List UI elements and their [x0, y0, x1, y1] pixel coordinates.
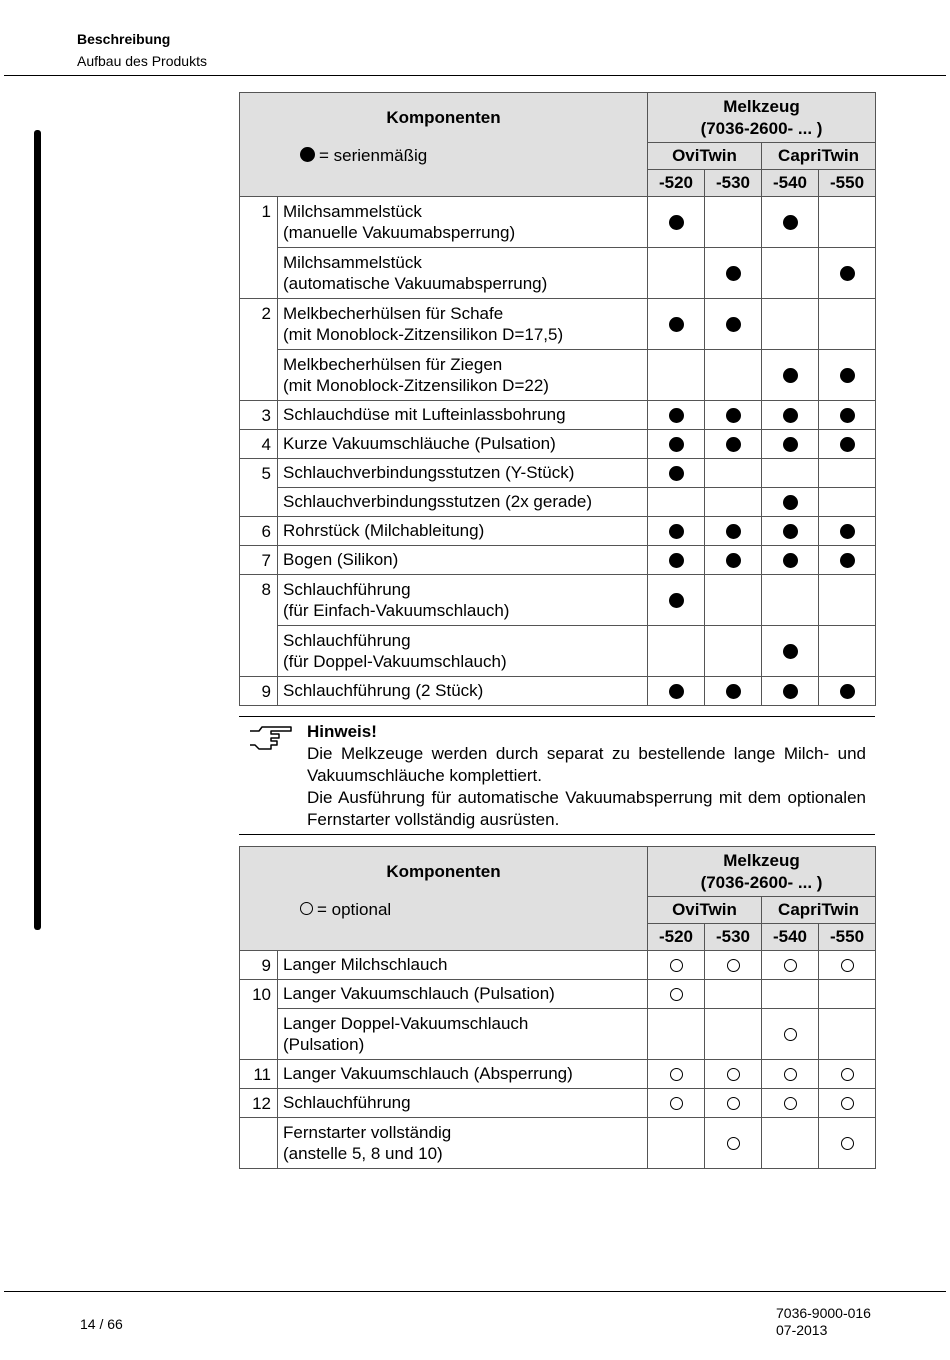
row-description: Schlauchdüse mit Lufteinlassbohrung — [278, 401, 648, 430]
optional-circle-icon — [727, 1137, 740, 1150]
row-number: 2 — [240, 299, 278, 350]
row-description: Schlauchverbindungsstutzen (2x gerade) — [278, 488, 648, 517]
table-row — [240, 1118, 876, 1169]
melkzeug-label: Melkzeug — [723, 851, 800, 870]
document-info — [776, 1305, 871, 1339]
variant-540: -540 — [762, 170, 819, 197]
optional-circle-icon — [784, 1028, 797, 1041]
row-description: Langer Doppel-Vakuumschlauch (Pulsation) — [278, 1009, 648, 1060]
standard-dot-icon — [783, 524, 798, 539]
row-description: Schlauchführung (2 Stück) — [278, 677, 648, 706]
row-number: 7 — [240, 546, 278, 575]
standard-dot-icon — [783, 684, 798, 699]
standard-dot-icon — [840, 524, 855, 539]
page-number: 14 / 66 — [80, 1316, 123, 1332]
variant-530: -530 — [705, 924, 762, 951]
table-row — [240, 1089, 876, 1118]
optional-circle-icon — [670, 988, 683, 1001]
standard-dot-icon — [726, 684, 741, 699]
standard-dot-icon — [669, 553, 684, 568]
row-number: 3 — [240, 401, 278, 430]
row-number: 11 — [240, 1060, 278, 1089]
row-description: Langer Vakuumschlauch (Pulsation) — [278, 980, 648, 1009]
row-description: Schlauchführung — [278, 1089, 648, 1118]
row-number: 4 — [240, 430, 278, 459]
optional-circle-icon — [784, 1068, 797, 1081]
note-title: Hinweis! — [307, 722, 377, 741]
variant-520: -520 — [648, 924, 705, 951]
components-header: Komponenten — [240, 847, 648, 897]
header-subtitle: Aufbau des Produkts — [77, 53, 207, 69]
standard-dot-icon — [840, 368, 855, 383]
optional-circle-icon — [784, 959, 797, 972]
optional-circle-icon — [841, 1137, 854, 1150]
document-number: 7036-9000-016 — [776, 1305, 871, 1321]
row-description: Milchsammelstück (automatische Vakuumabsperrung) — [278, 248, 648, 299]
variant-550: -550 — [819, 170, 876, 197]
row-number — [240, 248, 278, 299]
variant-550: -550 — [819, 924, 876, 951]
legend-standard-text: = serienmäßig — [319, 145, 428, 165]
change-bar — [34, 130, 41, 930]
standard-dot-icon — [783, 215, 798, 230]
row-description: Fernstarter vollständig (anstelle 5, 8 und 10) — [278, 1118, 648, 1169]
standard-dot-icon — [726, 266, 741, 281]
optional-circle-icon — [841, 1097, 854, 1110]
table-row — [240, 459, 876, 488]
table-row — [240, 299, 876, 350]
row-description: Langer Vakuumschlauch (Absperrung) — [278, 1060, 648, 1089]
variant-540: -540 — [762, 924, 819, 951]
row-number: 12 — [240, 1089, 278, 1118]
table-row — [240, 517, 876, 546]
standard-components-table — [239, 92, 876, 706]
row-description: Schlauchführung (für Doppel-Vakuumschlauch) — [278, 626, 648, 677]
standard-dot-icon — [840, 553, 855, 568]
melkzeug-header — [648, 847, 876, 897]
row-number — [240, 626, 278, 677]
document-date: 07-2013 — [776, 1322, 828, 1338]
standard-dot-icon — [726, 317, 741, 332]
standard-dot-icon — [783, 644, 798, 659]
optional-circle-icon — [670, 1097, 683, 1110]
row-description: Schlauchverbindungsstutzen (Y-Stück) — [278, 459, 648, 488]
optional-circle-icon — [727, 1097, 740, 1110]
table-row — [240, 575, 876, 626]
note-box — [239, 716, 875, 835]
variant-530: -530 — [705, 170, 762, 197]
row-number — [240, 1118, 278, 1169]
optional-circle-icon — [841, 959, 854, 972]
melkzeug-label: Melkzeug — [723, 97, 800, 116]
legend-optional-text: = optional — [317, 900, 392, 920]
standard-dot-icon — [669, 408, 684, 423]
components-header: Komponenten — [240, 93, 648, 143]
row-description: Milchsammelstück (manuelle Vakuumabsperrung) — [278, 197, 648, 248]
standard-dot-icon — [783, 553, 798, 568]
row-description: Bogen (Silikon) — [278, 546, 648, 575]
optional-circle-icon — [784, 1097, 797, 1110]
group-ovitwin: OviTwin — [648, 897, 762, 924]
standard-dot-icon — [669, 215, 684, 230]
standard-dot-icon — [840, 437, 855, 452]
note-paragraph-2: Die Ausführung für automatische Vakuumabsperrung mit dem optionalen Fernstarter vollständig ausrüsten. — [307, 788, 866, 829]
open-circle-icon — [300, 902, 313, 915]
pointing-hand-icon — [249, 725, 293, 751]
standard-dot-icon — [669, 317, 684, 332]
row-description: Rohrstück (Milchableitung) — [278, 517, 648, 546]
standard-dot-icon — [669, 684, 684, 699]
standard-dot-icon — [726, 524, 741, 539]
legend-standard — [240, 143, 648, 197]
optional-circle-icon — [670, 959, 683, 972]
variant-520: -520 — [648, 170, 705, 197]
melkzeug-header — [648, 93, 876, 143]
optional-circle-icon — [727, 959, 740, 972]
table-row — [240, 626, 876, 677]
table-row — [240, 546, 876, 575]
standard-dot-icon — [726, 408, 741, 423]
table-row — [240, 1009, 876, 1060]
standard-dot-icon — [726, 553, 741, 568]
standard-dot-icon — [840, 266, 855, 281]
standard-dot-icon — [840, 408, 855, 423]
row-number — [240, 488, 278, 517]
table-row — [240, 197, 876, 248]
standard-dot-icon — [783, 437, 798, 452]
table-row — [240, 951, 876, 980]
row-description: Langer Milchschlauch — [278, 951, 648, 980]
table-row — [240, 350, 876, 401]
standard-dot-icon — [783, 495, 798, 510]
table-row — [240, 430, 876, 459]
table-row — [240, 677, 876, 706]
row-number: 9 — [240, 677, 278, 706]
row-description: Schlauchführung (für Einfach-Vakuumschlauch) — [278, 575, 648, 626]
footer-rule — [4, 1291, 946, 1292]
note-paragraph-1: Die Melkzeuge werden durch separat zu bestellende lange Milch- und Vakuumschläuche komplettiert. — [307, 744, 866, 785]
row-number: 10 — [240, 980, 278, 1009]
optional-circle-icon — [670, 1068, 683, 1081]
row-number — [240, 1009, 278, 1060]
row-description: Melkbecherhülsen für Ziegen (mit Monoblock-Zitzensilikon D=22) — [278, 350, 648, 401]
group-capritwin: CapriTwin — [762, 897, 876, 924]
header-title: Beschreibung — [77, 31, 171, 47]
row-number: 1 — [240, 197, 278, 248]
table-row — [240, 401, 876, 430]
table-row — [240, 488, 876, 517]
standard-dot-icon — [669, 466, 684, 481]
standard-dot-icon — [669, 437, 684, 452]
standard-dot-icon — [783, 368, 798, 383]
row-number: 6 — [240, 517, 278, 546]
group-ovitwin: OviTwin — [648, 143, 762, 170]
table-row — [240, 248, 876, 299]
legend-optional — [240, 897, 648, 924]
standard-dot-icon — [669, 524, 684, 539]
filled-dot-icon — [300, 147, 315, 162]
row-number: 9 — [240, 951, 278, 980]
optional-circle-icon — [841, 1068, 854, 1081]
standard-dot-icon — [726, 437, 741, 452]
standard-dot-icon — [840, 684, 855, 699]
optional-circle-icon — [727, 1068, 740, 1081]
table-row — [240, 980, 876, 1009]
row-number — [240, 350, 278, 401]
header-rule — [4, 75, 946, 76]
row-description: Melkbecherhülsen für Schafe (mit Monoblock-Zitzensilikon D=17,5) — [278, 299, 648, 350]
table-row — [240, 1060, 876, 1089]
standard-dot-icon — [669, 593, 684, 608]
standard-dot-icon — [783, 408, 798, 423]
row-number: 5 — [240, 459, 278, 488]
optional-components-table — [239, 846, 876, 1169]
melkzeug-part-number: (7036-2600- ... ) — [700, 872, 823, 892]
row-description: Kurze Vakuumschläuche (Pulsation) — [278, 430, 648, 459]
melkzeug-part-number: (7036-2600- ... ) — [700, 118, 823, 138]
row-number: 8 — [240, 575, 278, 626]
group-capritwin: CapriTwin — [762, 143, 876, 170]
